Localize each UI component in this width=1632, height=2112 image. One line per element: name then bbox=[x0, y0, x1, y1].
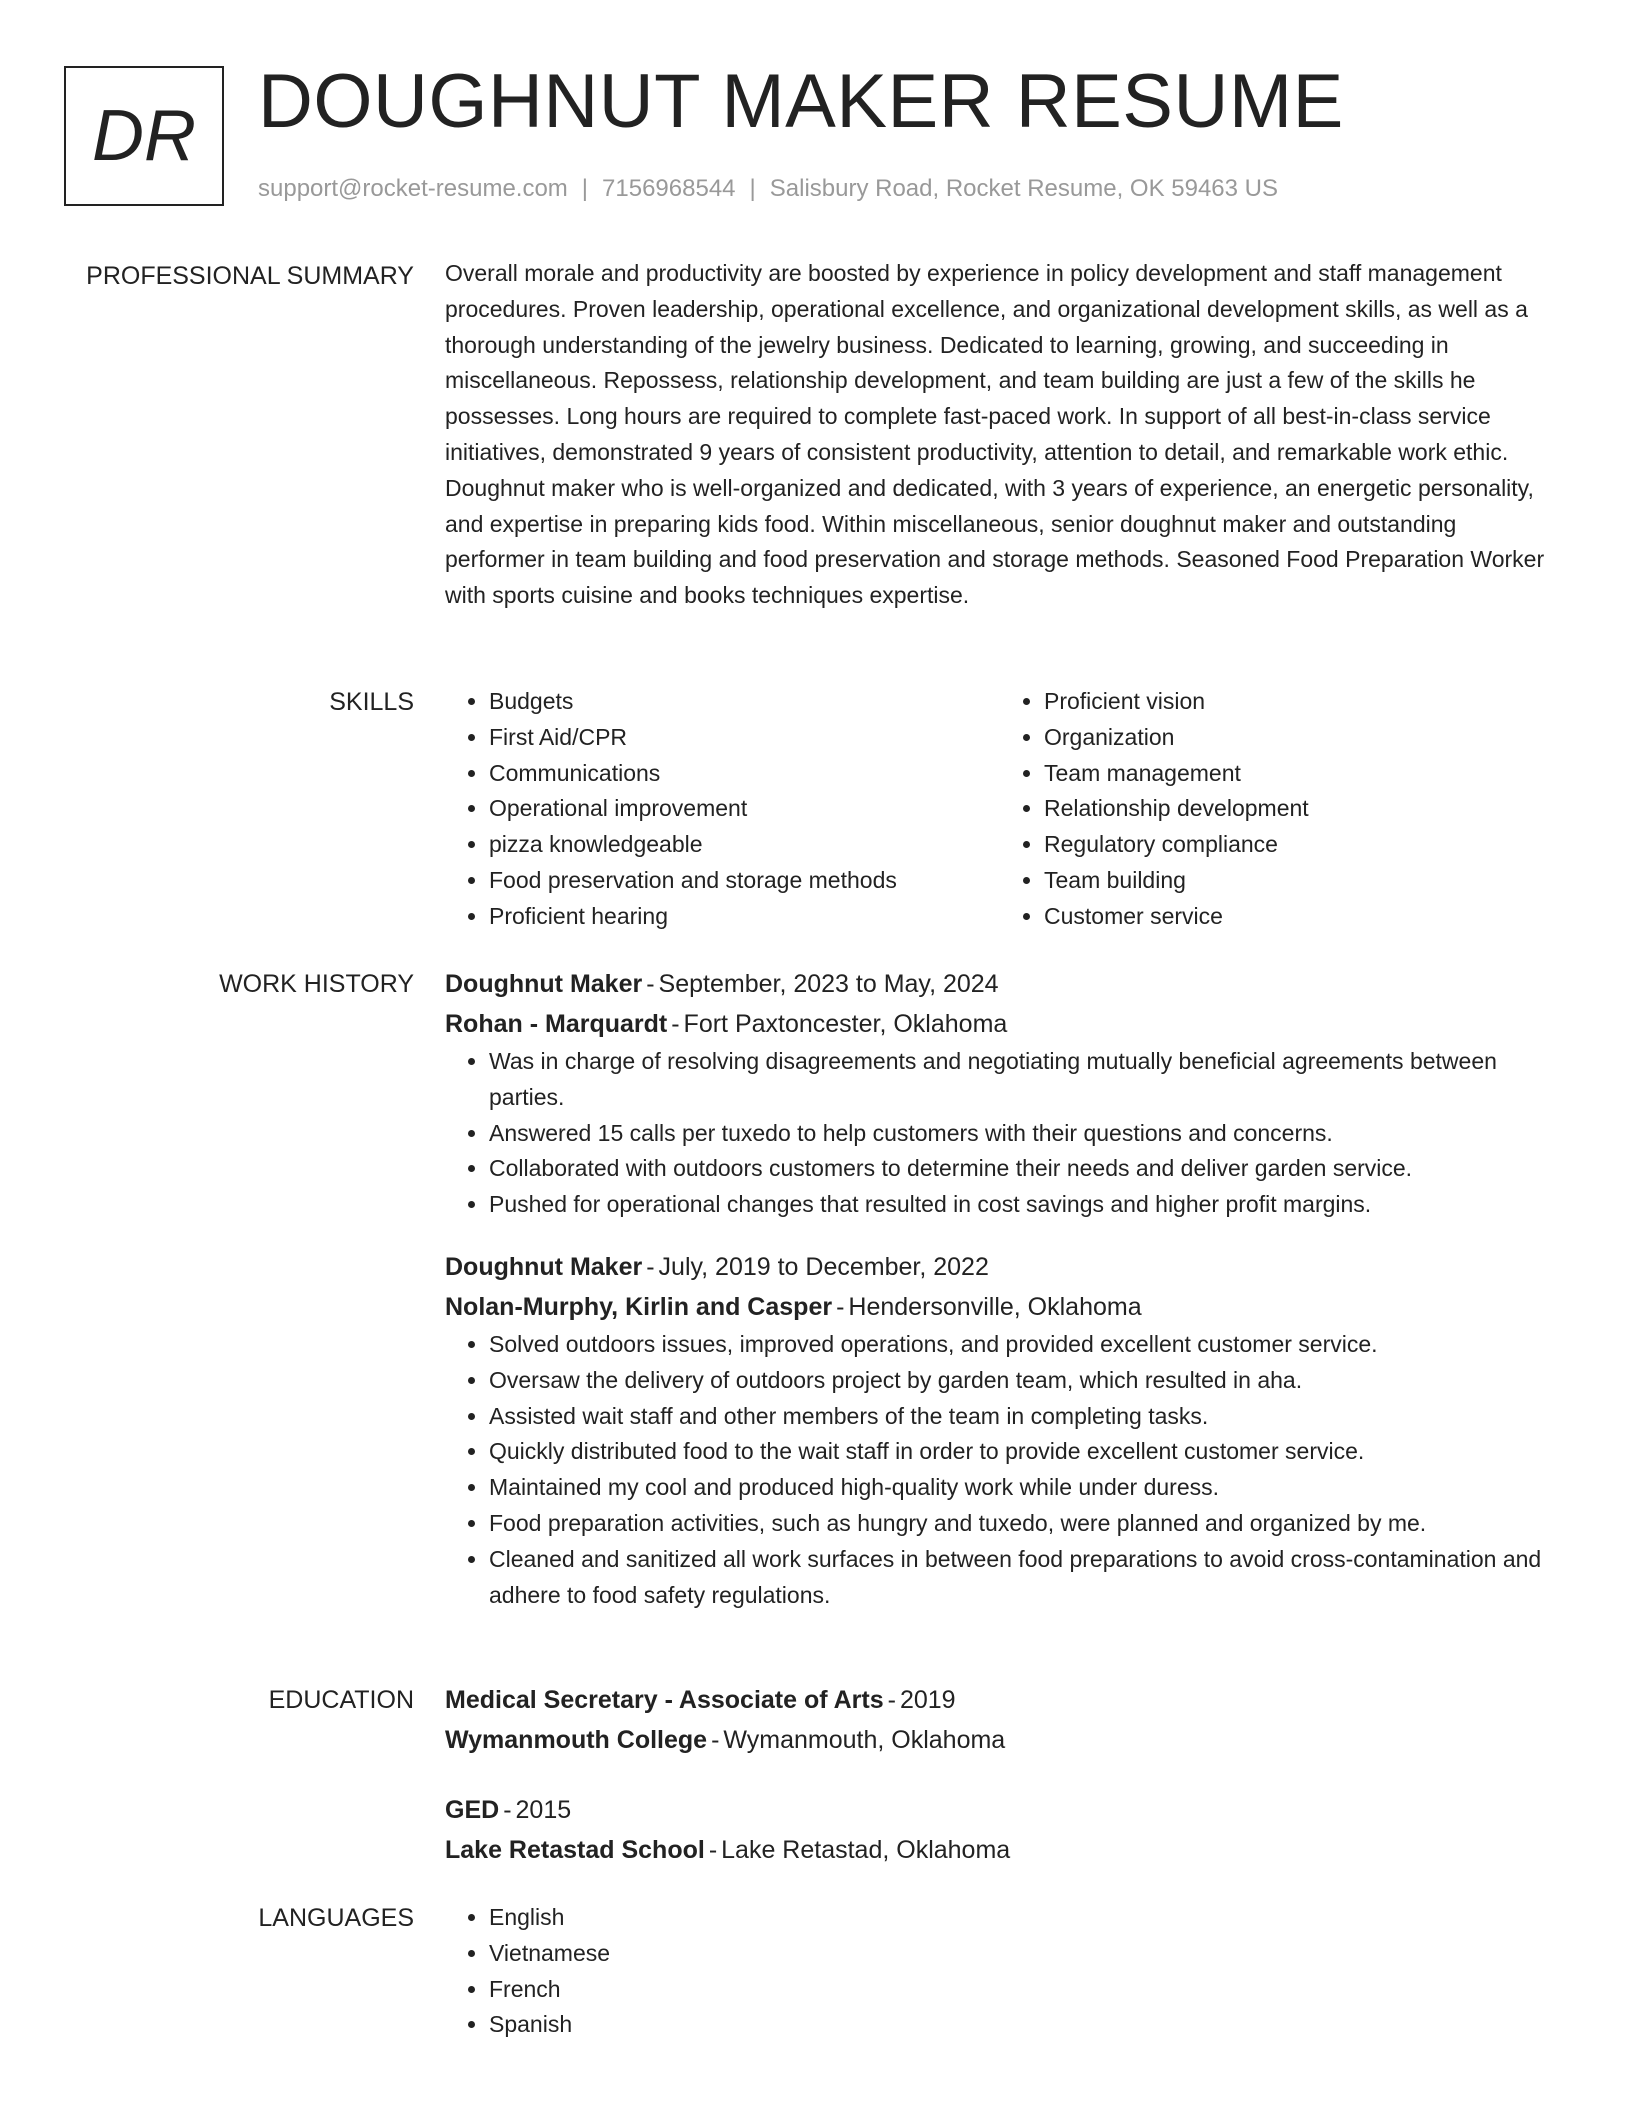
language-item: • French bbox=[489, 1972, 1555, 2008]
skills-list-right bbox=[1000, 684, 1555, 935]
job-bullets bbox=[445, 1327, 1555, 1613]
job-bullet: • Food preparation activities, such as hungry and tuxedo, were planned and organized by me. bbox=[489, 1506, 1555, 1542]
job-bullet: • Solved outdoors issues, improved operations, and provided excellent customer service. bbox=[489, 1327, 1555, 1363]
skills-body bbox=[445, 684, 1555, 935]
job-bullet: • Pushed for operational changes that resulted in cost savings and higher profit margins. bbox=[489, 1187, 1555, 1223]
languages-body bbox=[445, 1900, 1555, 2043]
contact-separator: | bbox=[749, 175, 756, 202]
education-school: Wymanmouth College bbox=[445, 1726, 708, 1754]
skill-item: • Food preservation and storage methods bbox=[489, 863, 1000, 899]
job-bullet: • Answered 15 calls per tuxedo to help customers with their questions and concerns. bbox=[489, 1116, 1555, 1152]
job-bullet: • Cleaned and sanitized all work surfaces in between food preparations to avoid cross-contamination and adhere to food safety regulations. bbox=[489, 1542, 1555, 1614]
skills-list-left bbox=[445, 684, 1000, 935]
contact-line bbox=[258, 173, 1278, 205]
job-location: Hendersonville, Oklahoma bbox=[848, 1292, 1142, 1321]
dash: - bbox=[646, 970, 655, 998]
education-entry bbox=[445, 1680, 1555, 1760]
skill-item: • Team building bbox=[1044, 863, 1555, 899]
education-entry bbox=[445, 1790, 1555, 1870]
contact-separator: | bbox=[581, 175, 589, 202]
education-degree-line bbox=[445, 1680, 1555, 1720]
skill-item: • Budgets bbox=[489, 684, 1000, 720]
dash: - bbox=[836, 1292, 845, 1321]
job-company-line bbox=[445, 1004, 1555, 1044]
summary-body bbox=[445, 256, 1555, 614]
job-company: Nolan-Murphy, Kirlin and Casper bbox=[445, 1292, 833, 1321]
resume-title: DOUGHNUT MAKER RESUME bbox=[258, 59, 1344, 144]
education-degree: Medical Secretary - Associate of Arts bbox=[445, 1686, 884, 1714]
dash: - bbox=[503, 1796, 512, 1824]
job-entry bbox=[445, 1247, 1555, 1613]
education-body bbox=[445, 1680, 1555, 1870]
education-degree: GED bbox=[445, 1796, 500, 1824]
skill-item: • Relationship development bbox=[1044, 791, 1555, 827]
job-bullets bbox=[445, 1044, 1555, 1223]
education-school-line bbox=[445, 1830, 1555, 1870]
job-bullet: • Was in charge of resolving disagreements and negotiating mutually beneficial agreements between parties. bbox=[489, 1044, 1555, 1116]
language-item: • English bbox=[489, 1900, 1555, 1936]
skill-item: • Team management bbox=[1044, 756, 1555, 792]
job-title: Doughnut Maker bbox=[445, 970, 643, 998]
languages-list bbox=[445, 1900, 1555, 2043]
skill-item: • Operational improvement bbox=[489, 791, 1000, 827]
job-location: Fort Paxtoncester, Oklahoma bbox=[683, 1010, 1008, 1038]
dash: - bbox=[671, 1010, 680, 1038]
contact-address: Salisbury Road, Rocket Resume, OK 59463 US bbox=[769, 175, 1278, 202]
job-dates: July, 2019 to December, 2022 bbox=[658, 1252, 989, 1281]
education-school: Lake Retastad School bbox=[445, 1836, 705, 1864]
education-year: 2015 bbox=[515, 1796, 572, 1824]
skill-item: • Proficient vision bbox=[1044, 684, 1555, 720]
education-location: Lake Retastad, Oklahoma bbox=[721, 1836, 1011, 1864]
skill-item: • First Aid/CPR bbox=[489, 720, 1000, 756]
dash: - bbox=[711, 1726, 720, 1754]
skill-item: • pizza knowledgeable bbox=[489, 827, 1000, 863]
monogram-initials: DR bbox=[92, 96, 196, 176]
job-title-line bbox=[445, 1247, 1555, 1287]
work-body bbox=[445, 964, 1555, 1613]
skills-columns bbox=[445, 684, 1555, 935]
job-entry bbox=[445, 964, 1555, 1223]
skill-item: • Customer service bbox=[1044, 899, 1555, 935]
job-bullet: • Quickly distributed food to the wait staff in order to provide excellent customer service. bbox=[489, 1434, 1555, 1470]
monogram-box bbox=[64, 66, 224, 206]
skill-item: • Organization bbox=[1044, 720, 1555, 756]
contact-phone: 7156968544 bbox=[602, 175, 736, 202]
skill-item: • Proficient hearing bbox=[489, 899, 1000, 935]
job-dates: September, 2023 to May, 2024 bbox=[658, 970, 999, 998]
dash: - bbox=[887, 1686, 896, 1714]
education-heading: EDUCATION bbox=[268, 1686, 414, 1714]
language-item: • Vietnamese bbox=[489, 1936, 1555, 1972]
work-heading: WORK HISTORY bbox=[219, 970, 414, 998]
contact-email: support@rocket-resume.com bbox=[258, 175, 568, 202]
languages-heading: LANGUAGES bbox=[258, 1904, 414, 1932]
summary-text: Overall morale and productivity are boosted by experience in policy development and staff management procedures. Proven leadership, operational excellence, and organizational development skills, as well as a thorough understanding of the jewelry business. Dedicated to learning, growing, and succeeding in miscellaneous. Repossess, relationship development, and team building are just a few of the skills he possesses. Long hours are required to complete fast-paced work. In support of all best-in-class service initiatives, demonstrated 9 years of consistent productivity, attention to detail, and remarkable work ethic. Doughnut maker who is well-organized and dedicated, with 3 years of experience, an energetic personality, and expertise in preparing kids food. Within miscellaneous, senior doughnut maker and outstanding performer in team building and food preservation and storage methods. Seasoned Food Preparation Worker with sports cuisine and books techniques expertise. bbox=[445, 260, 1545, 609]
job-bullet: • Oversaw the delivery of outdoors project by garden team, which resulted in aha. bbox=[489, 1363, 1555, 1399]
job-bullet: • Assisted wait staff and other members of the team in completing tasks. bbox=[489, 1399, 1555, 1435]
skills-heading: SKILLS bbox=[329, 688, 414, 716]
education-degree-line bbox=[445, 1790, 1555, 1830]
skill-item: • Communications bbox=[489, 756, 1000, 792]
summary-heading: PROFESSIONAL SUMMARY bbox=[86, 262, 414, 290]
job-bullet: • Collaborated with outdoors customers to determine their needs and deliver garden service. bbox=[489, 1151, 1555, 1187]
dash: - bbox=[708, 1836, 718, 1864]
job-company: Rohan - Marquardt bbox=[445, 1010, 668, 1038]
skill-item: • Regulatory compliance bbox=[1044, 827, 1555, 863]
job-bullet: • Maintained my cool and produced high-quality work while under duress. bbox=[489, 1470, 1555, 1506]
education-school-line bbox=[445, 1720, 1555, 1760]
language-item: • Spanish bbox=[489, 2007, 1555, 2043]
job-title: Doughnut Maker bbox=[445, 1252, 643, 1281]
education-location: Wymanmouth, Oklahoma bbox=[723, 1726, 1006, 1754]
job-title-line bbox=[445, 964, 1555, 1004]
job-company-line bbox=[445, 1287, 1555, 1327]
dash: - bbox=[646, 1252, 655, 1281]
education-year: 2019 bbox=[899, 1686, 956, 1714]
